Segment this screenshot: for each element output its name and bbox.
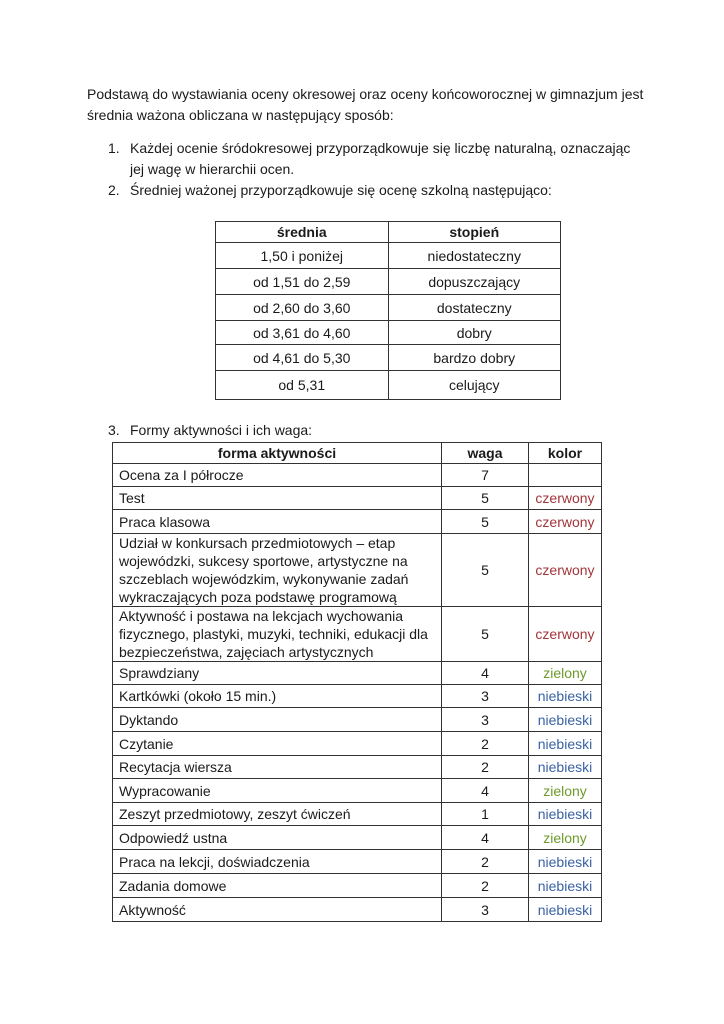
table-row	[216, 269, 561, 295]
activity-table	[112, 442, 602, 922]
table-row	[216, 243, 561, 269]
cell-form: Aktywność i postawa na lekcjach wychowania fizycznego, plastyki, muzyki, techniki, edukacji dla bezpieczeństwa, zajęciach artystycznych	[113, 607, 442, 662]
table-row	[113, 662, 602, 685]
cell-average: od 5,31	[216, 371, 389, 400]
cell-weight: 3	[442, 898, 529, 922]
table-row	[113, 487, 602, 510]
cell-grade: niedostateczny	[388, 243, 561, 269]
cell-grade: dostateczny	[388, 295, 561, 321]
table-row	[113, 464, 602, 487]
header-average: średnia	[216, 222, 389, 243]
intro-paragraph: Podstawą do wystawiania oceny okresowej oraz oceny końcoworocznej w gimnazjum jest średnia ważona obliczana w następujący sposób:	[87, 86, 644, 123]
table-row	[113, 534, 602, 607]
cell-color: niebieski	[529, 732, 602, 756]
cell-form: Dyktando	[113, 708, 442, 732]
list-number: 2.	[108, 182, 120, 198]
header-weight: waga	[442, 443, 529, 464]
table-row	[216, 371, 561, 400]
cell-color: niebieski	[529, 898, 602, 922]
cell-weight: 1	[442, 803, 529, 826]
cell-color: zielony	[529, 662, 602, 685]
cell-grade: dopuszczający	[388, 269, 561, 295]
cell-weight: 2	[442, 850, 529, 874]
cell-form: Udział w konkursach przedmiotowych – etap wojewódzki, sukcesy sportowe, artystyczne na szczeblach wojewódzkim, wykonywanie zadań wykraczających poza podstawę programową	[113, 534, 442, 607]
list-text: Każdej ocenie śródokresowej przyporządkowuje się liczbę naturalną, oznaczając jej wagę w hierarchii ocen.	[130, 140, 631, 177]
header-grade: stopień	[388, 222, 561, 243]
list-text: Formy aktywności i ich waga:	[130, 422, 313, 438]
cell-color: zielony	[529, 779, 602, 803]
cell-form: Sprawdziany	[113, 662, 442, 685]
cell-color: czerwony	[529, 534, 602, 607]
cell-average: od 4,61 do 5,30	[216, 345, 389, 371]
cell-form: Kartkówki (około 15 min.)	[113, 685, 442, 708]
cell-weight: 5	[442, 607, 529, 662]
cell-grade: celujący	[388, 371, 561, 400]
cell-weight: 3	[442, 708, 529, 732]
cell-color: czerwony	[529, 510, 602, 534]
cell-color: niebieski	[529, 685, 602, 708]
cell-average: 1,50 i poniżej	[216, 243, 389, 269]
header-form: forma aktywności	[113, 443, 442, 464]
cell-form: Praca na lekcji, doświadczenia	[113, 850, 442, 874]
table-row	[113, 779, 602, 803]
cell-weight: 3	[442, 685, 529, 708]
list-number: 1.	[108, 140, 120, 156]
cell-weight: 4	[442, 779, 529, 803]
cell-form: Praca klasowa	[113, 510, 442, 534]
table-row	[113, 898, 602, 922]
cell-weight: 5	[442, 534, 529, 607]
table-row	[113, 826, 602, 850]
cell-form: Czytanie	[113, 732, 442, 756]
cell-average: od 1,51 do 2,59	[216, 269, 389, 295]
cell-weight: 2	[442, 732, 529, 756]
cell-form: Odpowiedź ustna	[113, 826, 442, 850]
cell-weight: 7	[442, 464, 529, 487]
cell-weight: 5	[442, 510, 529, 534]
cell-grade: dobry	[388, 321, 561, 345]
cell-form: Aktywność	[113, 898, 442, 922]
cell-form: Zadania domowe	[113, 874, 442, 898]
list-number: 3.	[108, 422, 120, 438]
cell-weight: 2	[442, 756, 529, 779]
cell-form: Recytacja wiersza	[113, 756, 442, 779]
table-row	[216, 321, 561, 345]
table-row	[113, 874, 602, 898]
cell-weight: 4	[442, 826, 529, 850]
cell-color: czerwony	[529, 487, 602, 510]
table-row	[113, 708, 602, 732]
cell-form: Wypracowanie	[113, 779, 442, 803]
table-row	[216, 345, 561, 371]
cell-form: Zeszyt przedmiotowy, zeszyt ćwiczeń	[113, 803, 442, 826]
cell-color: niebieski	[529, 756, 602, 779]
table-row	[113, 685, 602, 708]
cell-color: czerwony	[529, 607, 602, 662]
cell-grade: bardzo dobry	[388, 345, 561, 371]
table-header-row	[113, 443, 602, 464]
list-text: Średniej ważonej przyporządkowuje się ocenę szkolną następująco:	[130, 182, 552, 198]
cell-form: Test	[113, 487, 442, 510]
cell-weight: 2	[442, 874, 529, 898]
table-row	[113, 803, 602, 826]
cell-color: niebieski	[529, 708, 602, 732]
table-row	[113, 607, 602, 662]
header-color: kolor	[529, 443, 602, 464]
cell-color: niebieski	[529, 874, 602, 898]
cell-weight: 5	[442, 487, 529, 510]
cell-color: niebieski	[529, 803, 602, 826]
table-row	[113, 756, 602, 779]
cell-average: od 2,60 do 3,60	[216, 295, 389, 321]
cell-form: Ocena za I półrocze	[113, 464, 442, 487]
table-header-row	[216, 222, 561, 243]
table-row	[113, 850, 602, 874]
table-row	[113, 732, 602, 756]
cell-color: zielony	[529, 826, 602, 850]
table-row	[216, 295, 561, 321]
grade-table	[215, 221, 561, 400]
cell-color: niebieski	[529, 850, 602, 874]
cell-weight: 4	[442, 662, 529, 685]
table-row	[113, 510, 602, 534]
cell-average: od 3,61 do 4,60	[216, 321, 389, 345]
cell-color	[529, 464, 602, 487]
